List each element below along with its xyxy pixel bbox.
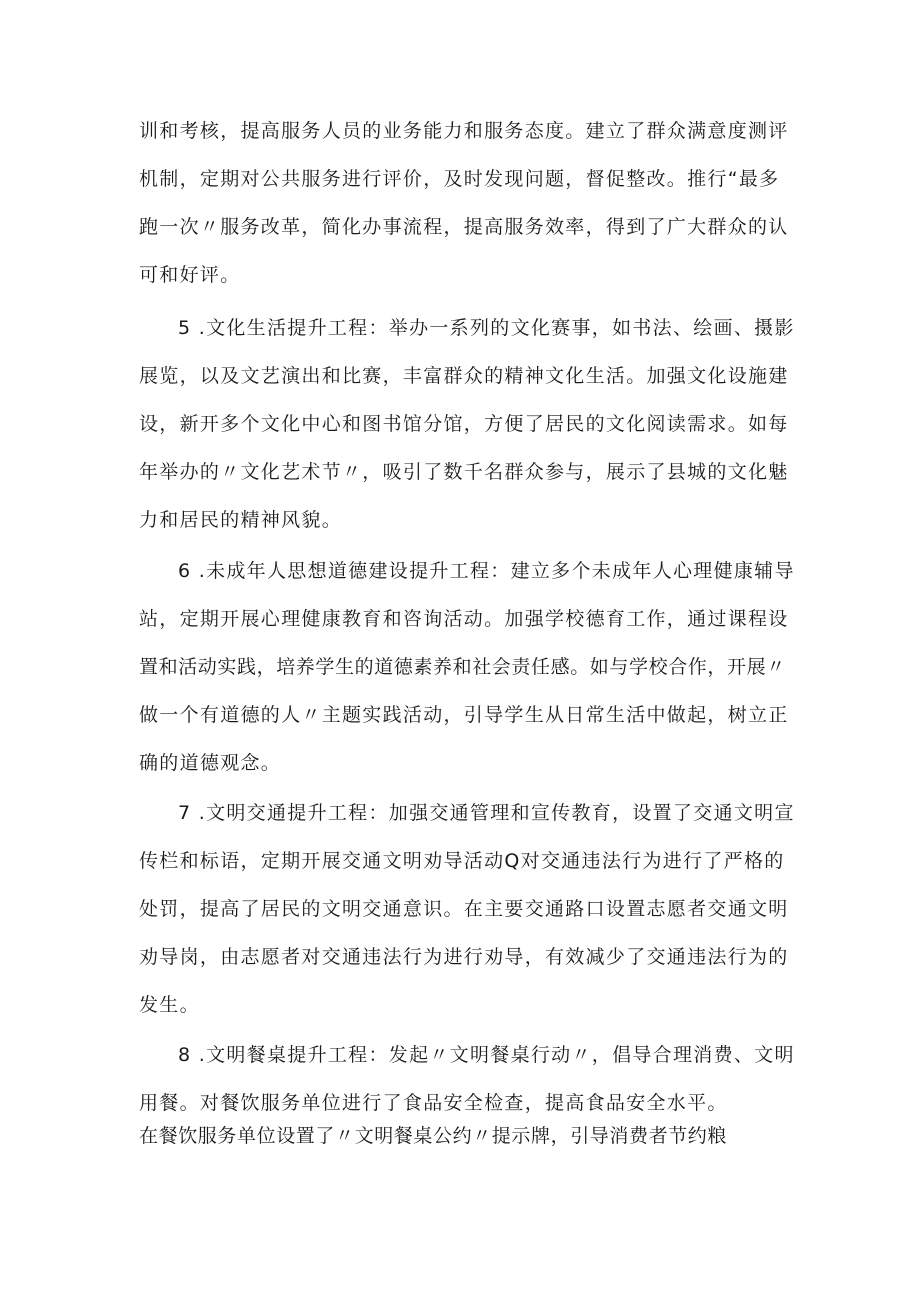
text-line: 确的道德观念。: [139, 752, 282, 774]
text-line: 力和居民的精神风貌。: [139, 509, 343, 531]
text-line: 跑一次〃服务改革，简化办事流程，提高服务效率，得到了广大群众的认: [139, 216, 789, 238]
text-line: 可和好评。: [139, 264, 241, 286]
text-line: 在餐饮服务单位设置了〃文明餐桌公约〃提示牌，引导消费者节约粮: [139, 1125, 728, 1147]
paragraph-7-first-line: 7 .文明交通提升工程：加强交通管理和宣传教育，设置了交通文明宣: [178, 802, 795, 824]
text-line: 劝导岗，由志愿者对交通违法行为进行劝导，有效减少了交通违法行为的: [139, 946, 789, 968]
text-line: 展览，以及文艺演出和比赛，丰富群众的精神文化生活。加强文化设施建: [139, 365, 789, 387]
text-line: 机制，定期对公共服务进行评价，及时发现问题，督促整改。推行“最多: [139, 168, 780, 190]
text-line: 训和考核，提高服务人员的业务能力和服务态度。建立了群众满意度测评: [139, 120, 789, 142]
paragraph-6-first-line: 6 .未成年人思想道德建设提升工程：建立多个未成年人心理健康辅导: [178, 560, 795, 582]
text-line: 年举办的〃文化艺术节〃，吸引了数千名群众参与，展示了县城的文化魅: [139, 461, 789, 483]
text-line: 设，新开多个文化中心和图书馆分馆，方便了居民的文化阅读需求。如每: [139, 413, 789, 435]
text-line: 站，定期开展心理健康教育和咨询活动。加强学校德育工作，通过课程设: [139, 608, 789, 630]
text-line: 置和活动实践，培养学生的道德素养和社会责任感。如与学校合作，开展〃: [139, 656, 786, 678]
text-line: 传栏和标语，定期开展交通文明劝导活动Q对交通违法行为进行了严格的: [139, 850, 785, 872]
text-line: 处罚，提高了居民的文明交通意识。在主要交通路口设置志愿者交通文明: [139, 898, 789, 920]
text-line: 用餐。对餐饮服务单位进行了食品安全检查，提高食品安全水平。: [139, 1092, 728, 1114]
text-line: 发生。: [139, 994, 200, 1016]
paragraph-8-first-line: 8 .文明餐桌提升工程：发起〃文明餐桌行动〃，倡导合理消费、文明: [178, 1044, 795, 1066]
paragraph-5-first-line: 5 .文化生活提升工程：举办一系列的文化赛事，如书法、绘画、摄影: [178, 317, 795, 339]
text-line: 做一个有道德的人〃主题实践活动，引导学生从日常生活中做起，树立正: [139, 704, 789, 726]
